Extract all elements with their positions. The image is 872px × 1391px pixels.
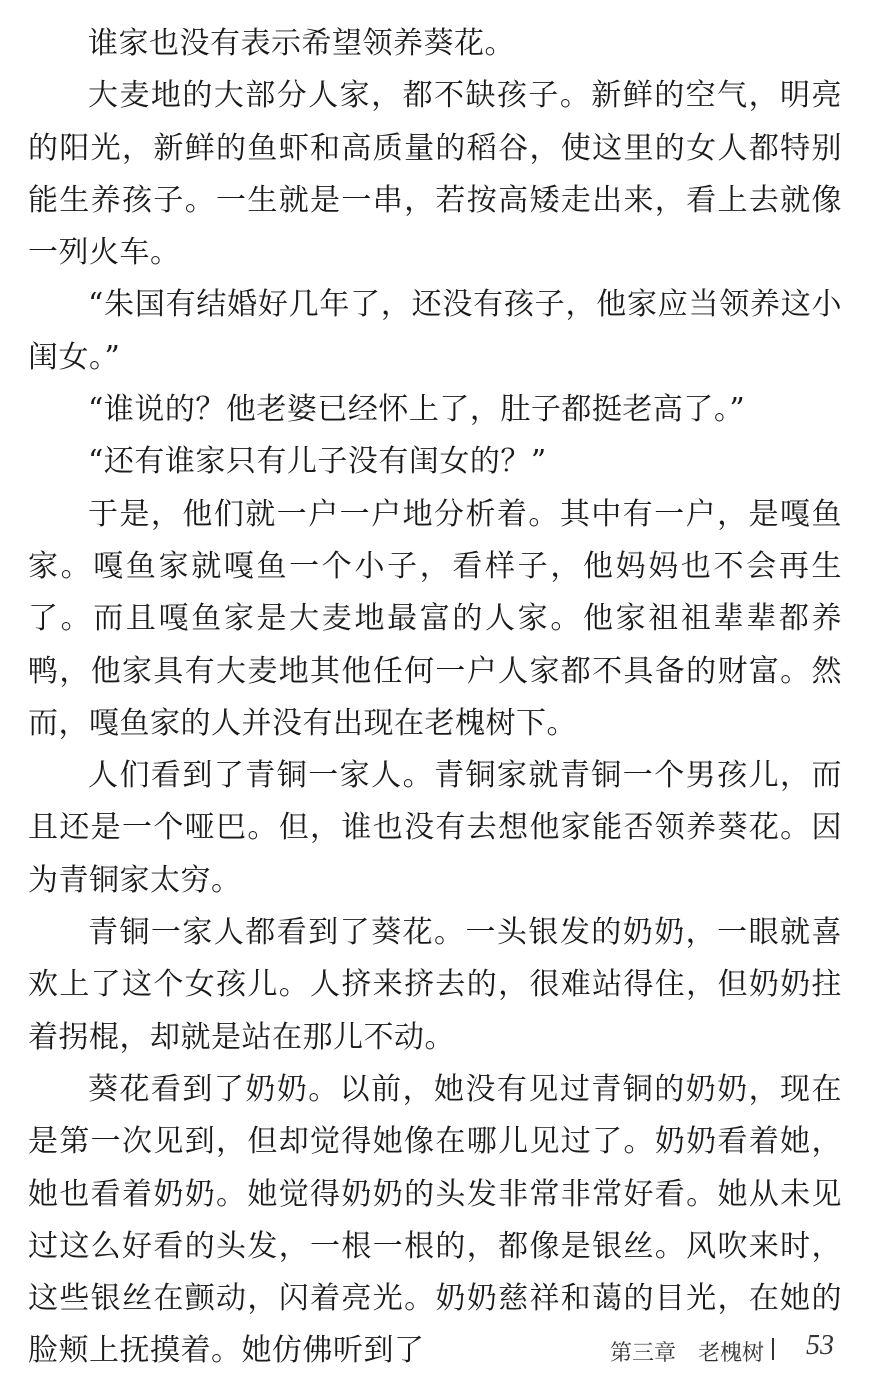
- page-number: 53: [806, 1330, 834, 1361]
- paragraph: 于是，他们就一户一户地分析着。其中有一户，是嘎鱼家。嘎鱼家就嘎鱼一个小子，看样子，他妈妈也不会再生了。而且嘎鱼家是大麦地最富的人家。他家祖祖辈辈都养鸭，他家具有大麦地其他任何一户人家都不具备的财富。然而，嘎鱼家的人并没有出现在老槐树下。: [28, 496, 842, 741]
- paragraph: 谁家也没有表示希望领养葵花。: [88, 26, 515, 61]
- paragraph: 人们看到了青铜一家人。青铜家就青铜一个男孩儿，而且还是一个哑巴。但，谁也没有去想他家能否领养葵花。因为青铜家太穷。: [28, 758, 842, 898]
- paragraph: “朱国有结婚好几年了，还没有孩子，他家应当领养这小闺女。”: [28, 287, 842, 375]
- page-body: [28, 18, 842, 1378]
- paragraph: “还有谁家只有儿子没有闺女的？”: [88, 444, 547, 480]
- paragraph: 葵花看到了奶奶。以前，她没有见过青铜的奶奶，现在是第一次见到，但却觉得她像在哪儿见过了。奶奶看着她，她也看着奶奶。她觉得奶奶的头发非常非常好看。她从未见过这么好看的头发，一根一根的，都像是银丝。风吹来时，这些银丝在颤动，闪着亮光。奶奶慈祥和蔼的目光，在她的脸颊上抚摸着。她仿佛听到了: [28, 1071, 842, 1369]
- paragraph: “谁说的？他老婆已经怀上了，肚子都挺老高了。”: [88, 392, 746, 428]
- footer-divider: [772, 1338, 774, 1360]
- page-footer: [0, 1332, 872, 1372]
- paragraph: 大麦地的大部分人家，都不缺孩子。新鲜的空气，明亮的阳光，新鲜的鱼虾和高质量的稻谷，使这里的女人都特别能生养孩子。一生就是一串，若按高矮走出来，看上去就像一列火车。: [28, 78, 842, 271]
- paragraph: 青铜一家人都看到了葵花。一头银发的奶奶，一眼就喜欢上了这个女孩儿。人挤来挤去的，很难站得住，但奶奶拄着拐棍，却就是站在那儿不动。: [28, 915, 842, 1055]
- chapter-title: 第三章 老槐树: [609, 1341, 764, 1366]
